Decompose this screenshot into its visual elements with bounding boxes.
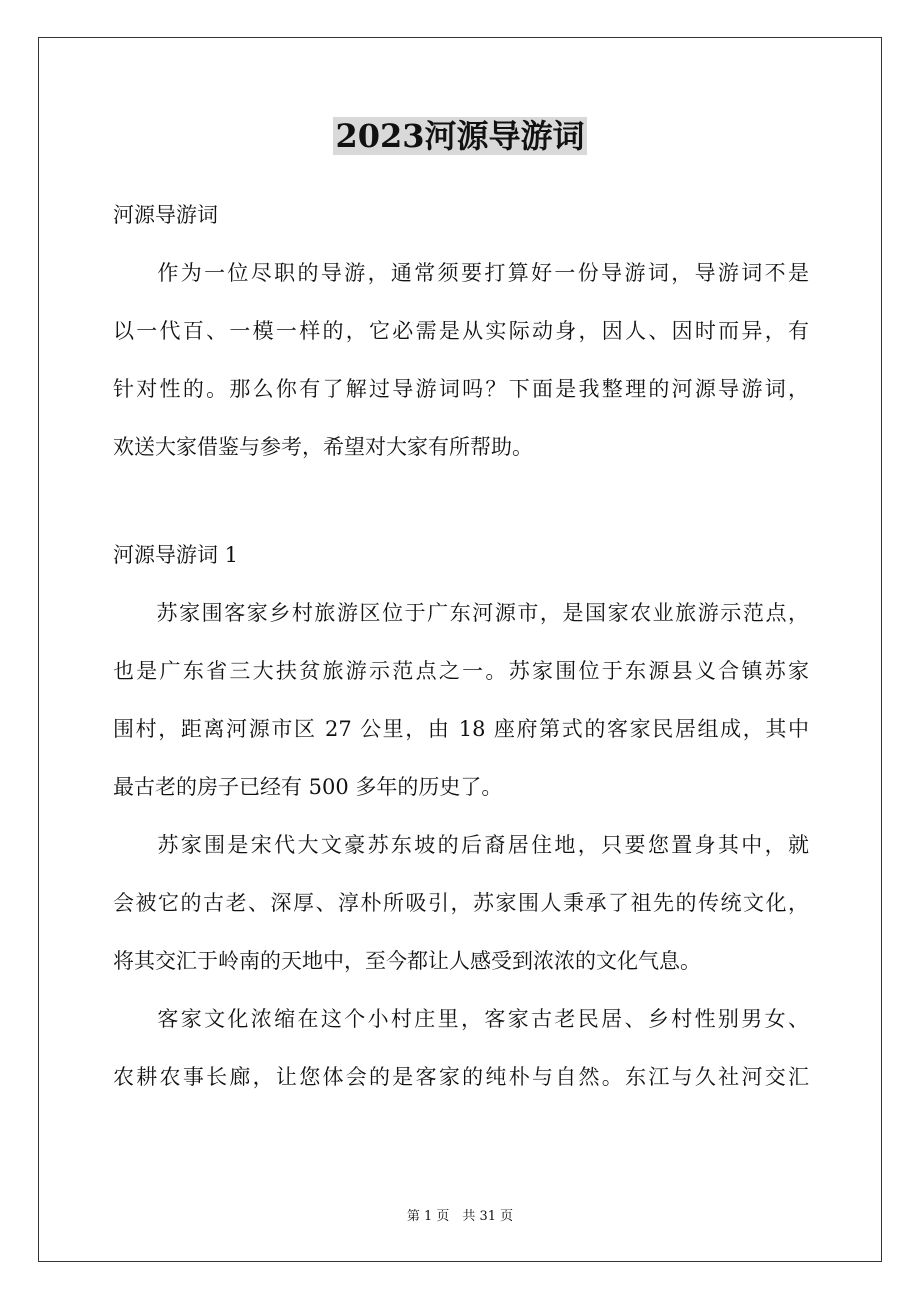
page-footer: 第 1 页 共 31 页 [406,1209,514,1224]
document-title-text: 2023河源导游词 [335,117,585,155]
intro-heading: 河源导游词 [113,203,218,227]
para1-line-2: 也是广东省三大扶贫旅游示范点之一。苏家围位于东源县义合镇苏家 [113,659,809,683]
para2-line-3: 将其交汇于岭南的天地中，至今都让人感受到浓浓的文化气息。 [113,949,701,973]
intro-line-1: 作为一位尽职的导游，通常须要打算好一份导游词，导游词不是 [155,261,809,285]
section-heading: 河源导游词 1 [113,543,239,567]
para1-line-3: 围村，距离河源市区 27 公里，由 18 座府第式的客家民居组成，其中 [113,717,809,741]
para2-line-2: 会被它的古老、深厚、淳朴所吸引，苏家围人秉承了祖先的传统文化， [113,891,809,915]
document-title [0,112,920,160]
para2-line-1: 苏家围是宋代大文豪苏东坡的后裔居住地，只要您置身其中，就 [155,833,809,857]
intro-line-3: 针对性的。那么你有了解过导游词吗？下面是我整理的河源导游词， [113,377,809,401]
para1-line-4: 最古老的房子已经有 500 多年的历史了。 [113,775,503,799]
intro-line-2: 以一代百、一模一样的，它必需是从实际动身，因人、因时而异，有 [113,319,809,343]
intro-line-4: 欢送大家借鉴与参考，希望对大家有所帮助。 [113,435,533,459]
para1-line-1: 苏家围客家乡村旅游区位于广东河源市，是国家农业旅游示范点， [155,601,809,625]
document-body [113,195,809,1098]
para3-line-2: 农耕农事长廊，让您体会的是客家的纯朴与自然。东江与久社河交汇 [113,1065,809,1089]
para3-line-1: 客家文化浓缩在这个小村庄里，客家古老民居、乡村性别男女、 [155,1007,809,1031]
